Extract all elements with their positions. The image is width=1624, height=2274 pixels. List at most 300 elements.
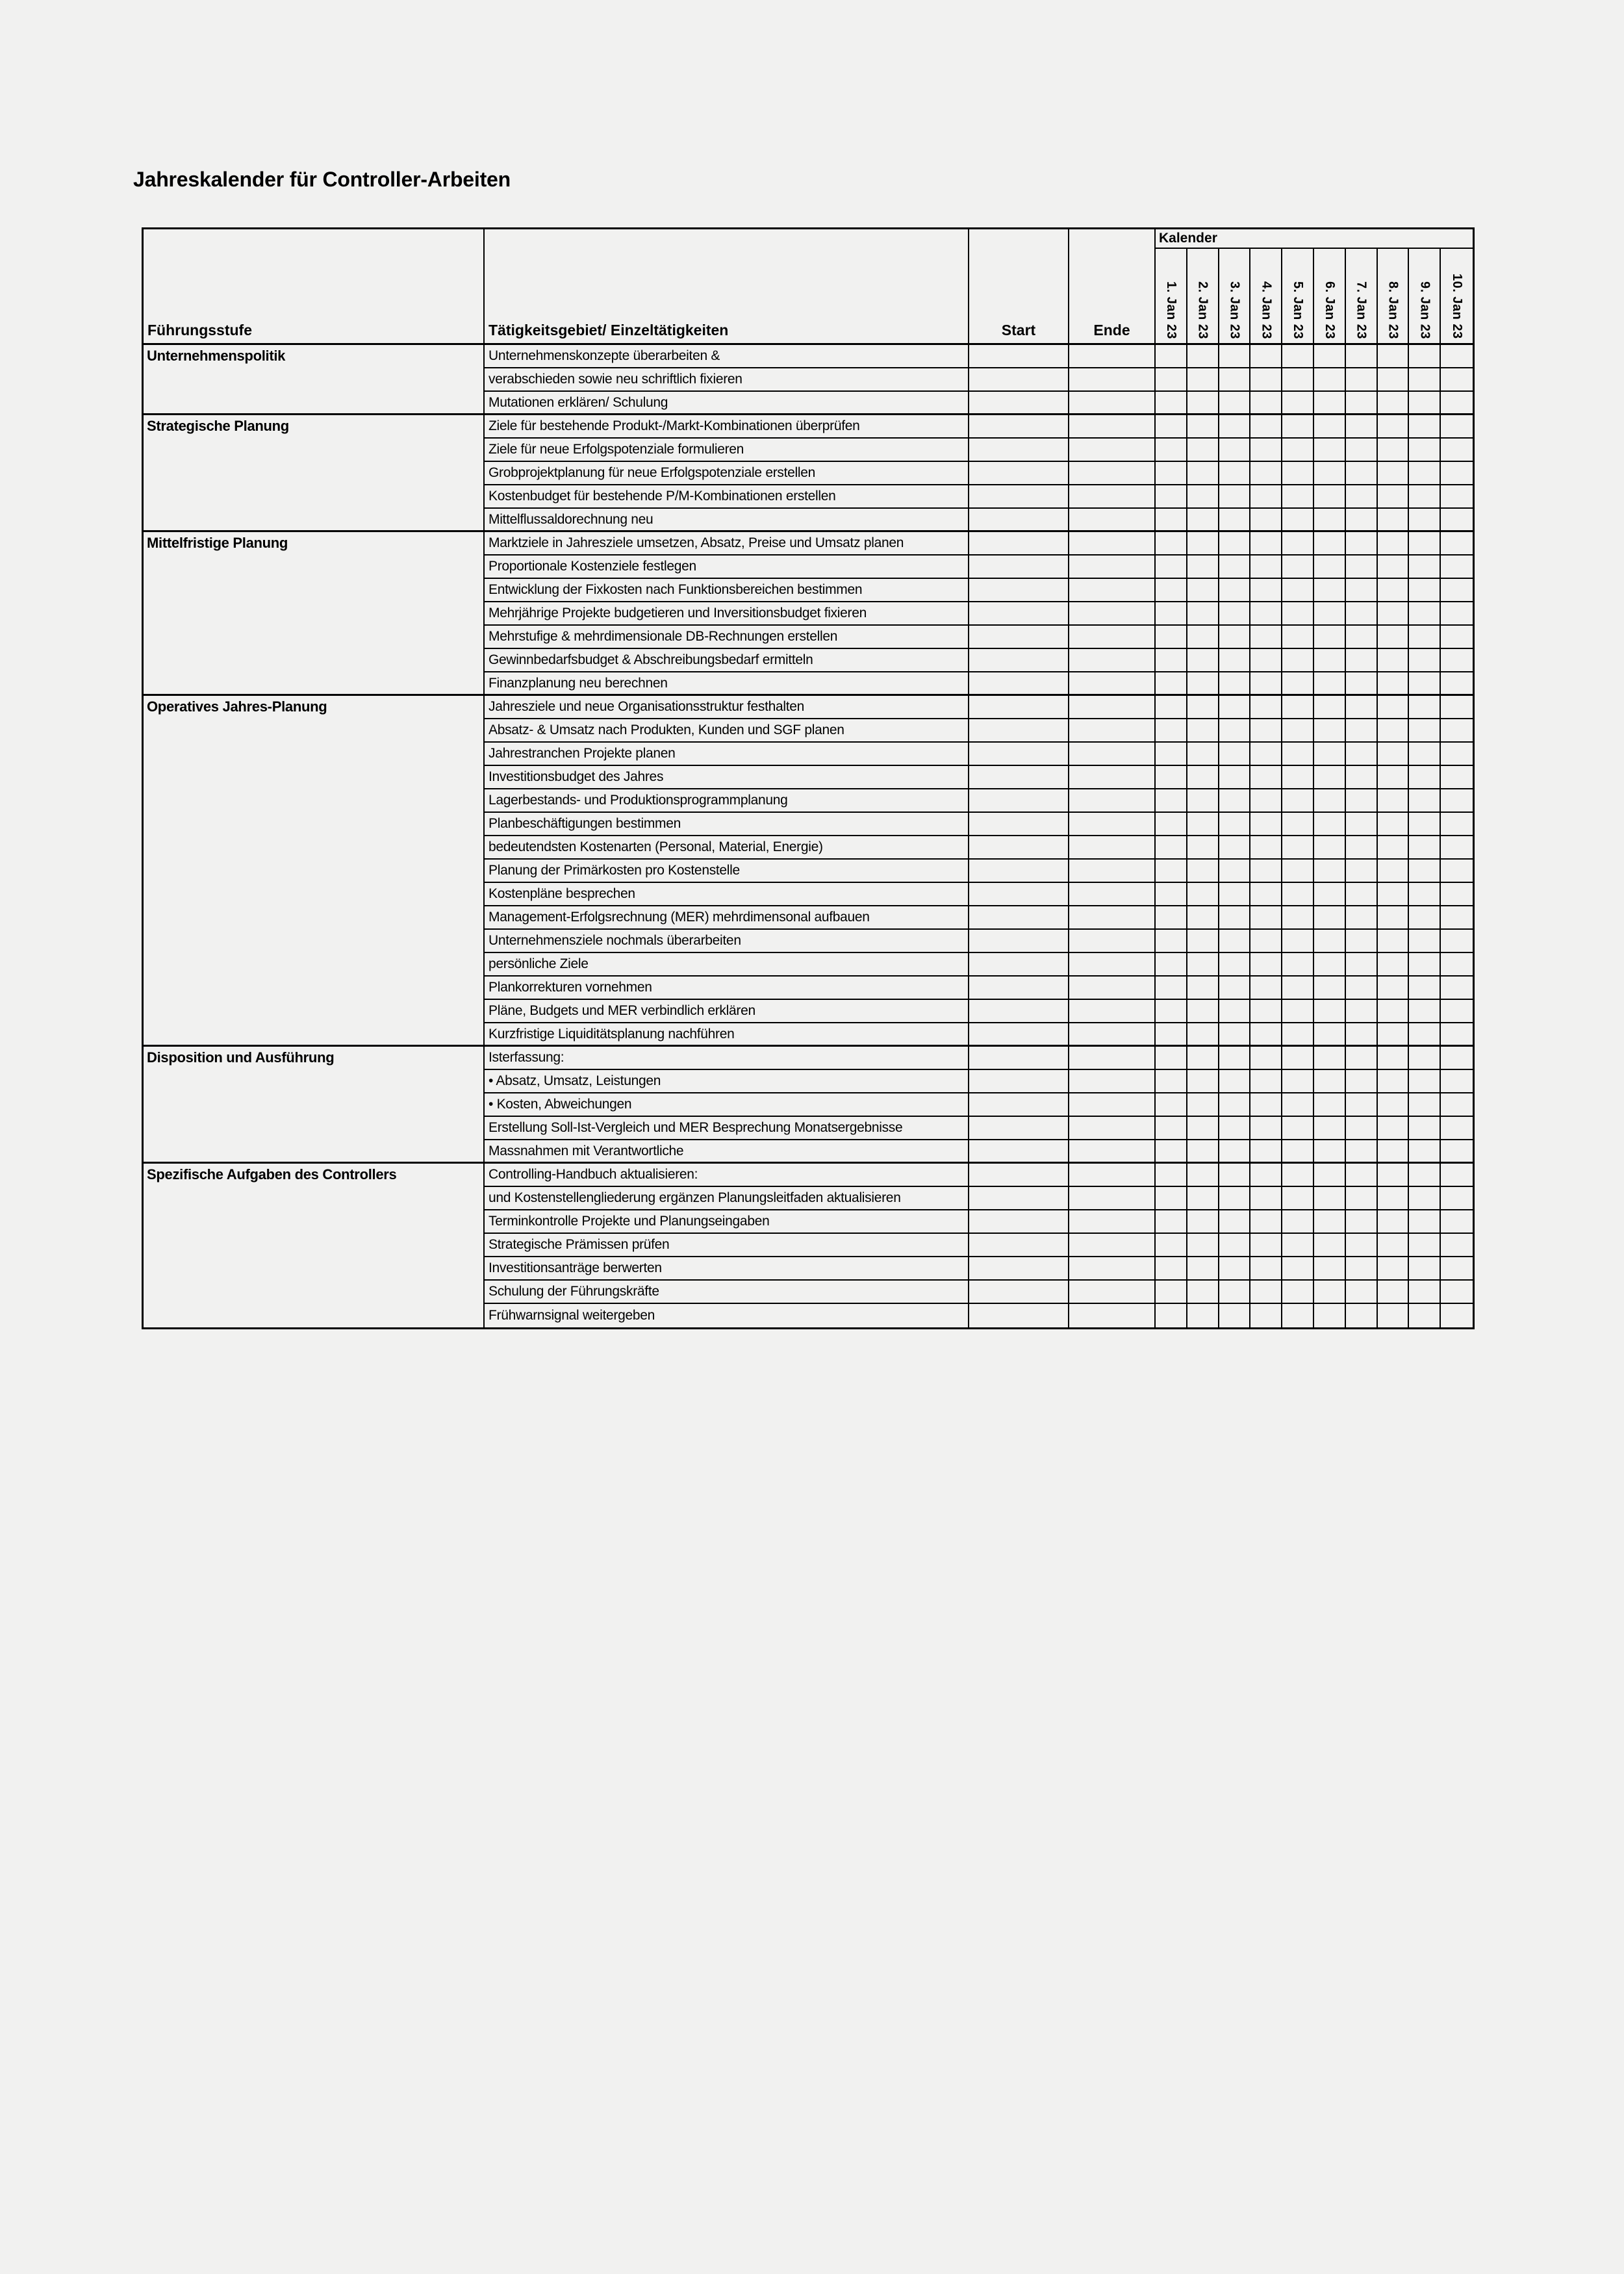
calendar-day-cell bbox=[1441, 883, 1473, 906]
calendar-day-cell bbox=[1250, 415, 1282, 439]
task-cell: Unternehmensziele nochmals überarbeiten bbox=[485, 930, 969, 953]
header-date bbox=[1346, 249, 1378, 345]
calendar-day-cell bbox=[1441, 930, 1473, 953]
ende-cell bbox=[1069, 439, 1156, 462]
calendar-day-cell bbox=[1378, 1187, 1410, 1210]
calendar-day-cell bbox=[1219, 392, 1251, 415]
task-cell: Grobprojektplanung für neue Erfolgspotenziale erstellen bbox=[485, 462, 969, 485]
calendar-day-cell bbox=[1409, 696, 1441, 719]
calendar-day-cell bbox=[1187, 1093, 1219, 1117]
calendar-day-cell bbox=[1314, 1117, 1346, 1140]
task-cell: Strategische Prämissen prüfen bbox=[485, 1234, 969, 1257]
header-date bbox=[1250, 249, 1282, 345]
ende-cell bbox=[1069, 1023, 1156, 1047]
calendar-day-cell bbox=[1187, 930, 1219, 953]
ende-cell bbox=[1069, 345, 1156, 368]
header-taetigkeitsgebiet: Tätigkeitsgebiet/ Einzeltätigkeiten bbox=[485, 229, 969, 345]
calendar-day-cell bbox=[1346, 462, 1378, 485]
calendar-day-cell bbox=[1187, 532, 1219, 556]
calendar-day-cell bbox=[1187, 439, 1219, 462]
calendar-day-cell bbox=[1187, 813, 1219, 836]
calendar-day-cell bbox=[1282, 766, 1314, 789]
start-cell bbox=[969, 1140, 1069, 1164]
calendar-day-cell bbox=[1156, 743, 1187, 766]
calendar-day-cell bbox=[1282, 1210, 1314, 1234]
calendar-day-cell bbox=[1441, 1164, 1473, 1187]
calendar-day-cell bbox=[1314, 696, 1346, 719]
task-cell: Finanzplanung neu berechnen bbox=[485, 672, 969, 696]
calendar-day-cell bbox=[1409, 392, 1441, 415]
calendar-day-cell bbox=[1346, 579, 1378, 602]
calendar-day-cell bbox=[1187, 696, 1219, 719]
calendar-day-cell bbox=[1378, 1234, 1410, 1257]
ende-cell bbox=[1069, 766, 1156, 789]
calendar-day-cell bbox=[1282, 977, 1314, 1000]
calendar-day-cell bbox=[1441, 813, 1473, 836]
start-cell bbox=[969, 1210, 1069, 1234]
calendar-day-cell bbox=[1187, 462, 1219, 485]
calendar-day-cell bbox=[1441, 439, 1473, 462]
calendar-day-cell bbox=[1314, 977, 1346, 1000]
calendar-day-cell bbox=[1250, 1257, 1282, 1281]
ende-cell bbox=[1069, 953, 1156, 977]
task-cell: Plankorrekturen vornehmen bbox=[485, 977, 969, 1000]
calendar-day-cell bbox=[1441, 906, 1473, 930]
calendar-day-cell bbox=[1314, 1070, 1346, 1093]
calendar-day-cell bbox=[1346, 1257, 1378, 1281]
calendar-day-cell bbox=[1441, 1210, 1473, 1234]
calendar-day-cell bbox=[1378, 1023, 1410, 1047]
start-cell bbox=[969, 392, 1069, 415]
calendar-day-cell bbox=[1187, 977, 1219, 1000]
calendar-day-cell bbox=[1250, 392, 1282, 415]
start-cell bbox=[969, 556, 1069, 579]
start-cell bbox=[969, 953, 1069, 977]
task-cell: Jahrestranchen Projekte planen bbox=[485, 743, 969, 766]
calendar-day-cell bbox=[1219, 1281, 1251, 1304]
calendar-day-cell bbox=[1441, 392, 1473, 415]
calendar-day-cell bbox=[1441, 860, 1473, 883]
ende-cell bbox=[1069, 1210, 1156, 1234]
calendar-day-cell bbox=[1378, 789, 1410, 813]
calendar-day-cell bbox=[1282, 813, 1314, 836]
calendar-day-cell bbox=[1219, 1164, 1251, 1187]
ende-cell bbox=[1069, 977, 1156, 1000]
date-label: 7. Jan 23 bbox=[1354, 281, 1369, 339]
calendar-day-cell bbox=[1156, 1210, 1187, 1234]
calendar-day-cell bbox=[1314, 1257, 1346, 1281]
header-start: Start bbox=[969, 229, 1069, 345]
start-cell bbox=[969, 626, 1069, 649]
calendar-day-cell bbox=[1282, 579, 1314, 602]
calendar-day-cell bbox=[1282, 860, 1314, 883]
ende-cell bbox=[1069, 1047, 1156, 1070]
calendar-day-cell bbox=[1314, 532, 1346, 556]
task-cell: Planbeschäftigungen bestimmen bbox=[485, 813, 969, 836]
ende-cell bbox=[1069, 1304, 1156, 1327]
calendar-day-cell bbox=[1346, 1140, 1378, 1164]
calendar-day-cell bbox=[1156, 1093, 1187, 1117]
start-cell bbox=[969, 860, 1069, 883]
calendar-day-cell bbox=[1441, 1234, 1473, 1257]
calendar-day-cell bbox=[1346, 602, 1378, 626]
task-cell: persönliche Ziele bbox=[485, 953, 969, 977]
start-cell bbox=[969, 1023, 1069, 1047]
calendar-day-cell bbox=[1441, 509, 1473, 532]
calendar-day-cell bbox=[1441, 1070, 1473, 1093]
task-cell: Erstellung Soll-Ist-Vergleich und MER Besprechung Monatsergebnisse bbox=[485, 1117, 969, 1140]
calendar-day-cell bbox=[1250, 439, 1282, 462]
calendar-day-cell bbox=[1250, 602, 1282, 626]
calendar-day-cell bbox=[1378, 1304, 1410, 1327]
start-cell bbox=[969, 836, 1069, 860]
calendar-day-cell bbox=[1282, 743, 1314, 766]
calendar-day-cell bbox=[1219, 1000, 1251, 1023]
calendar-day-cell bbox=[1250, 1093, 1282, 1117]
calendar-day-cell bbox=[1346, 1093, 1378, 1117]
calendar-day-cell bbox=[1314, 556, 1346, 579]
calendar-day-cell bbox=[1441, 766, 1473, 789]
start-cell bbox=[969, 743, 1069, 766]
calendar-day-cell bbox=[1314, 930, 1346, 953]
calendar-day-cell bbox=[1441, 462, 1473, 485]
start-cell bbox=[969, 1164, 1069, 1187]
calendar-day-cell bbox=[1156, 1140, 1187, 1164]
start-cell bbox=[969, 1281, 1069, 1304]
task-cell: • Absatz, Umsatz, Leistungen bbox=[485, 1070, 969, 1093]
start-cell bbox=[969, 368, 1069, 392]
date-label: 4. Jan 23 bbox=[1259, 281, 1274, 339]
calendar-day-cell bbox=[1250, 953, 1282, 977]
calendar-day-cell bbox=[1314, 1281, 1346, 1304]
calendar-day-cell bbox=[1219, 345, 1251, 368]
task-cell: • Kosten, Abweichungen bbox=[485, 1093, 969, 1117]
calendar-day-cell bbox=[1378, 1070, 1410, 1093]
calendar-day-cell bbox=[1282, 930, 1314, 953]
calendar-day-cell bbox=[1156, 626, 1187, 649]
calendar-day-cell bbox=[1441, 836, 1473, 860]
group-cell: Disposition und Ausführung bbox=[144, 1047, 485, 1164]
calendar-day-cell bbox=[1282, 1164, 1314, 1187]
calendar-day-cell bbox=[1378, 813, 1410, 836]
calendar-day-cell bbox=[1314, 649, 1346, 672]
task-cell: Absatz- & Umsatz nach Produkten, Kunden und SGF planen bbox=[485, 719, 969, 743]
date-label: 10. Jan 23 bbox=[1450, 274, 1465, 339]
calendar-day-cell bbox=[1187, 415, 1219, 439]
calendar-day-cell bbox=[1378, 1257, 1410, 1281]
calendar-day-cell bbox=[1250, 1281, 1282, 1304]
calendar-day-cell bbox=[1250, 883, 1282, 906]
calendar-day-cell bbox=[1250, 1047, 1282, 1070]
task-cell: Kurzfristige Liquiditätsplanung nachführen bbox=[485, 1023, 969, 1047]
calendar-day-cell bbox=[1378, 485, 1410, 509]
calendar-day-cell bbox=[1409, 1070, 1441, 1093]
calendar-day-cell bbox=[1378, 556, 1410, 579]
calendar-day-cell bbox=[1187, 883, 1219, 906]
calendar-day-cell bbox=[1156, 509, 1187, 532]
calendar-day-cell bbox=[1156, 977, 1187, 1000]
calendar-day-cell bbox=[1346, 392, 1378, 415]
calendar-day-cell bbox=[1346, 672, 1378, 696]
calendar-day-cell bbox=[1409, 883, 1441, 906]
calendar-day-cell bbox=[1378, 1281, 1410, 1304]
calendar-day-cell bbox=[1282, 953, 1314, 977]
ende-cell bbox=[1069, 602, 1156, 626]
calendar-day-cell bbox=[1314, 1210, 1346, 1234]
date-label: 8. Jan 23 bbox=[1386, 281, 1401, 339]
ende-cell bbox=[1069, 485, 1156, 509]
calendar-day-cell bbox=[1250, 696, 1282, 719]
calendar-day-cell bbox=[1441, 345, 1473, 368]
calendar-day-cell bbox=[1282, 602, 1314, 626]
calendar-day-cell bbox=[1314, 836, 1346, 860]
start-cell bbox=[969, 883, 1069, 906]
start-cell bbox=[969, 696, 1069, 719]
date-label: 3. Jan 23 bbox=[1227, 281, 1242, 339]
calendar-day-cell bbox=[1409, 509, 1441, 532]
page-title: Jahreskalender für Controller-Arbeiten bbox=[133, 168, 511, 191]
ende-cell bbox=[1069, 1234, 1156, 1257]
calendar-day-cell bbox=[1346, 836, 1378, 860]
calendar-day-cell bbox=[1219, 1257, 1251, 1281]
calendar-day-cell bbox=[1156, 719, 1187, 743]
group-cell: Spezifische Aufgaben des Controllers bbox=[144, 1164, 485, 1327]
calendar-day-cell bbox=[1378, 602, 1410, 626]
calendar-day-cell bbox=[1282, 509, 1314, 532]
task-cell: Management-Erfolgsrechnung (MER) mehrdimensonal aufbauen bbox=[485, 906, 969, 930]
calendar-day-cell bbox=[1219, 836, 1251, 860]
calendar-day-cell bbox=[1314, 579, 1346, 602]
calendar-day-cell bbox=[1441, 1000, 1473, 1023]
calendar-day-cell bbox=[1378, 579, 1410, 602]
start-cell bbox=[969, 1187, 1069, 1210]
calendar-day-cell bbox=[1441, 1023, 1473, 1047]
calendar-day-cell bbox=[1409, 953, 1441, 977]
calendar-day-cell bbox=[1378, 1210, 1410, 1234]
calendar-day-cell bbox=[1346, 696, 1378, 719]
calendar-day-cell bbox=[1441, 626, 1473, 649]
calendar-day-cell bbox=[1250, 462, 1282, 485]
calendar-day-cell bbox=[1378, 672, 1410, 696]
start-cell bbox=[969, 1117, 1069, 1140]
calendar-day-cell bbox=[1187, 579, 1219, 602]
calendar-day-cell bbox=[1378, 649, 1410, 672]
calendar-day-cell bbox=[1409, 532, 1441, 556]
calendar-day-cell bbox=[1282, 696, 1314, 719]
calendar-day-cell bbox=[1156, 1070, 1187, 1093]
calendar-day-cell bbox=[1314, 1164, 1346, 1187]
ende-cell bbox=[1069, 556, 1156, 579]
calendar-day-cell bbox=[1156, 1257, 1187, 1281]
calendar-day-cell bbox=[1250, 1000, 1282, 1023]
calendar-day-cell bbox=[1156, 1000, 1187, 1023]
header-ende: Ende bbox=[1069, 229, 1156, 345]
calendar-day-cell bbox=[1409, 579, 1441, 602]
task-cell: Lagerbestands- und Produktionsprogrammplanung bbox=[485, 789, 969, 813]
calendar-day-cell bbox=[1219, 1187, 1251, 1210]
calendar-day-cell bbox=[1250, 860, 1282, 883]
task-cell: Jahresziele und neue Organisationsstruktur festhalten bbox=[485, 696, 969, 719]
start-cell bbox=[969, 579, 1069, 602]
calendar-day-cell bbox=[1314, 883, 1346, 906]
calendar-day-cell bbox=[1409, 602, 1441, 626]
calendar-day-cell bbox=[1250, 556, 1282, 579]
calendar-day-cell bbox=[1441, 649, 1473, 672]
task-cell: Proportionale Kostenziele festlegen bbox=[485, 556, 969, 579]
calendar-day-cell bbox=[1409, 368, 1441, 392]
calendar-day-cell bbox=[1378, 392, 1410, 415]
calendar-day-cell bbox=[1187, 953, 1219, 977]
calendar-day-cell bbox=[1250, 719, 1282, 743]
calendar-day-cell bbox=[1282, 392, 1314, 415]
calendar-day-cell bbox=[1409, 345, 1441, 368]
calendar-day-cell bbox=[1409, 813, 1441, 836]
calendar-day-cell bbox=[1441, 556, 1473, 579]
calendar-day-cell bbox=[1314, 1140, 1346, 1164]
calendar-day-cell bbox=[1346, 1117, 1378, 1140]
start-cell bbox=[969, 1000, 1069, 1023]
header-date bbox=[1441, 249, 1473, 345]
date-label: 9. Jan 23 bbox=[1417, 281, 1432, 339]
calendar-day-cell bbox=[1314, 1047, 1346, 1070]
group-cell: Unternehmenspolitik bbox=[144, 345, 485, 415]
start-cell bbox=[969, 1304, 1069, 1327]
calendar-day-cell bbox=[1187, 1070, 1219, 1093]
calendar-day-cell bbox=[1156, 672, 1187, 696]
calendar-day-cell bbox=[1409, 485, 1441, 509]
calendar-day-cell bbox=[1282, 462, 1314, 485]
calendar-day-cell bbox=[1409, 439, 1441, 462]
calendar-day-cell bbox=[1187, 485, 1219, 509]
calendar-day-cell bbox=[1314, 906, 1346, 930]
ende-cell bbox=[1069, 1000, 1156, 1023]
calendar-day-cell bbox=[1314, 813, 1346, 836]
calendar-day-cell bbox=[1314, 462, 1346, 485]
calendar-day-cell bbox=[1346, 1210, 1378, 1234]
calendar-day-cell bbox=[1314, 1000, 1346, 1023]
calendar-day-cell bbox=[1250, 368, 1282, 392]
task-cell: Gewinnbedarfsbudget & Abschreibungsbedarf ermitteln bbox=[485, 649, 969, 672]
calendar-day-cell bbox=[1282, 532, 1314, 556]
ende-cell bbox=[1069, 672, 1156, 696]
task-cell: verabschieden sowie neu schriftlich fixieren bbox=[485, 368, 969, 392]
calendar-day-cell bbox=[1346, 953, 1378, 977]
task-cell: Schulung der Führungskräfte bbox=[485, 1281, 969, 1304]
calendar-day-cell bbox=[1282, 626, 1314, 649]
calendar-day-cell bbox=[1378, 719, 1410, 743]
calendar-day-cell bbox=[1219, 556, 1251, 579]
calendar-day-cell bbox=[1409, 766, 1441, 789]
task-cell: Unternehmenskonzepte überarbeiten & bbox=[485, 345, 969, 368]
calendar-day-cell bbox=[1409, 719, 1441, 743]
calendar-day-cell bbox=[1282, 1070, 1314, 1093]
calendar-day-cell bbox=[1441, 415, 1473, 439]
calendar-day-cell bbox=[1346, 860, 1378, 883]
calendar-day-cell bbox=[1441, 743, 1473, 766]
header-date bbox=[1378, 249, 1410, 345]
calendar-day-cell bbox=[1346, 626, 1378, 649]
calendar-day-cell bbox=[1250, 1140, 1282, 1164]
calendar-day-cell bbox=[1156, 415, 1187, 439]
start-cell bbox=[969, 532, 1069, 556]
calendar-day-cell bbox=[1156, 836, 1187, 860]
calendar-day-cell bbox=[1219, 930, 1251, 953]
calendar-day-cell bbox=[1219, 860, 1251, 883]
ende-cell bbox=[1069, 906, 1156, 930]
calendar-day-cell bbox=[1441, 602, 1473, 626]
calendar-day-cell bbox=[1282, 649, 1314, 672]
calendar-day-cell bbox=[1378, 1047, 1410, 1070]
calendar-day-cell bbox=[1156, 1304, 1187, 1327]
calendar-day-cell bbox=[1346, 813, 1378, 836]
calendar-day-cell bbox=[1282, 1047, 1314, 1070]
calendar-day-cell bbox=[1156, 649, 1187, 672]
calendar-day-cell bbox=[1378, 1117, 1410, 1140]
calendar-day-cell bbox=[1156, 766, 1187, 789]
calendar-day-cell bbox=[1441, 1117, 1473, 1140]
calendar-day-cell bbox=[1250, 766, 1282, 789]
calendar-day-cell bbox=[1409, 1140, 1441, 1164]
calendar-day-cell bbox=[1346, 1047, 1378, 1070]
calendar-day-cell bbox=[1219, 696, 1251, 719]
calendar-day-cell bbox=[1250, 649, 1282, 672]
calendar-day-cell bbox=[1409, 1187, 1441, 1210]
task-cell: Ziele für neue Erfolgspotenziale formulieren bbox=[485, 439, 969, 462]
calendar-day-cell bbox=[1409, 1023, 1441, 1047]
calendar-day-cell bbox=[1378, 906, 1410, 930]
calendar-day-cell bbox=[1156, 345, 1187, 368]
calendar-day-cell bbox=[1282, 906, 1314, 930]
calendar-day-cell bbox=[1441, 1047, 1473, 1070]
calendar-day-cell bbox=[1346, 649, 1378, 672]
calendar-day-cell bbox=[1441, 1304, 1473, 1327]
calendar-day-cell bbox=[1187, 1210, 1219, 1234]
calendar-day-cell bbox=[1409, 836, 1441, 860]
start-cell bbox=[969, 602, 1069, 626]
calendar-day-cell bbox=[1250, 906, 1282, 930]
calendar-day-cell bbox=[1282, 1304, 1314, 1327]
calendar-day-cell bbox=[1250, 1187, 1282, 1210]
calendar-day-cell bbox=[1346, 1281, 1378, 1304]
start-cell bbox=[969, 672, 1069, 696]
header-date bbox=[1409, 249, 1441, 345]
calendar-day-cell bbox=[1314, 626, 1346, 649]
calendar-day-cell bbox=[1219, 1210, 1251, 1234]
calendar-day-cell bbox=[1187, 1023, 1219, 1047]
calendar-day-cell bbox=[1282, 1140, 1314, 1164]
calendar-day-cell bbox=[1314, 789, 1346, 813]
calendar-day-cell bbox=[1314, 602, 1346, 626]
calendar-day-cell bbox=[1187, 602, 1219, 626]
calendar-day-cell bbox=[1314, 1023, 1346, 1047]
calendar-day-cell bbox=[1441, 977, 1473, 1000]
calendar-day-cell bbox=[1409, 1234, 1441, 1257]
calendar-day-cell bbox=[1346, 930, 1378, 953]
task-cell: Mutationen erklären/ Schulung bbox=[485, 392, 969, 415]
calendar-day-cell bbox=[1378, 930, 1410, 953]
calendar-day-cell bbox=[1282, 1093, 1314, 1117]
calendar-day-cell bbox=[1187, 719, 1219, 743]
calendar-day-cell bbox=[1250, 345, 1282, 368]
calendar-day-cell bbox=[1219, 579, 1251, 602]
calendar-day-cell bbox=[1346, 977, 1378, 1000]
calendar-day-cell bbox=[1409, 789, 1441, 813]
calendar-day-cell bbox=[1250, 485, 1282, 509]
task-cell: Entwicklung der Fixkosten nach Funktionsbereichen bestimmen bbox=[485, 579, 969, 602]
ende-cell bbox=[1069, 462, 1156, 485]
calendar-day-cell bbox=[1378, 626, 1410, 649]
date-label: 6. Jan 23 bbox=[1322, 281, 1337, 339]
